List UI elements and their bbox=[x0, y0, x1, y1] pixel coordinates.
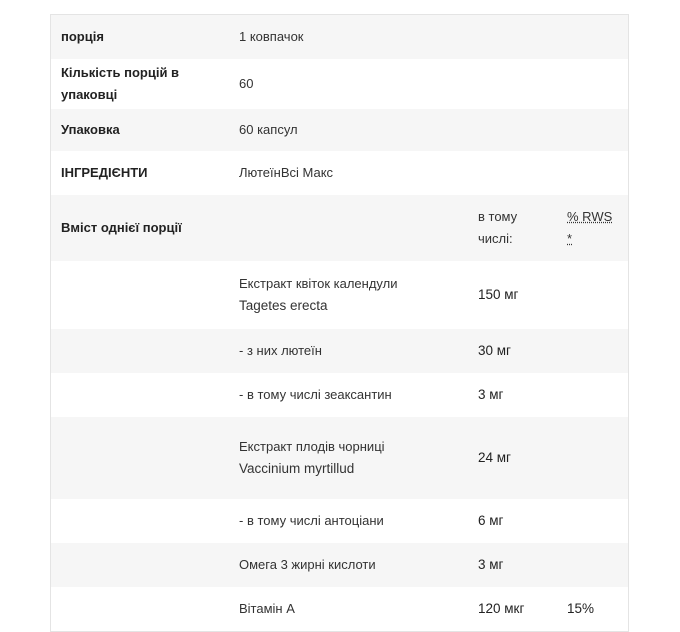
table-row-package bbox=[51, 109, 628, 151]
ingredient-amount: 3 мг bbox=[468, 543, 557, 587]
ingredient-name: - з них лютеїн bbox=[229, 329, 468, 373]
table-row-content-header bbox=[51, 195, 628, 261]
empty-cell bbox=[51, 329, 229, 373]
row-label: Кількість порцій в упаковці bbox=[51, 59, 229, 109]
ingredient-name: - в тому числі зеаксантин bbox=[229, 373, 468, 417]
row-value: ЛютеїнВсі Макс bbox=[229, 151, 628, 195]
empty-cell bbox=[51, 543, 229, 587]
row-value: 60 капсул bbox=[229, 109, 628, 151]
column-header-rws bbox=[557, 195, 628, 261]
ingredient-amount: 24 мг bbox=[468, 417, 557, 499]
table-row-vitamin-a bbox=[51, 587, 628, 631]
ingredient-amount: 120 мкг bbox=[468, 587, 557, 631]
empty-cell bbox=[51, 499, 229, 543]
ingredient-rws bbox=[557, 543, 628, 587]
ingredient-rws bbox=[557, 499, 628, 543]
table-row-lutein bbox=[51, 329, 628, 373]
row-value: 1 ковпачок bbox=[229, 15, 628, 59]
ingredient-name: Екстракт плодів чорниці bbox=[239, 439, 385, 454]
ingredient-rws bbox=[557, 261, 628, 329]
ingredient-amount: 150 мг bbox=[468, 261, 557, 329]
ingredient-rws bbox=[557, 417, 628, 499]
ingredient-name: Омега 3 жирні кислоти bbox=[229, 543, 468, 587]
table-row-omega3 bbox=[51, 543, 628, 587]
ingredient-rws bbox=[557, 329, 628, 373]
empty-cell bbox=[229, 195, 468, 261]
ingredient-latin-name: Tagetes erecta bbox=[239, 298, 328, 313]
table-row-calendula bbox=[51, 261, 628, 329]
row-label: ІНГРЕДІЄНТИ bbox=[51, 151, 229, 195]
ingredient-name: - в тому числі антоціани bbox=[229, 499, 468, 543]
nutrition-table-container bbox=[50, 14, 629, 632]
ingredient-rws bbox=[557, 373, 628, 417]
row-label: Упаковка bbox=[51, 109, 229, 151]
table-row-servings-count bbox=[51, 59, 628, 109]
table-row-portion bbox=[51, 15, 628, 59]
table-row-ingredients bbox=[51, 151, 628, 195]
ingredient-name: Екстракт квіток календули bbox=[239, 276, 398, 291]
table-row-bilberry bbox=[51, 417, 628, 499]
row-value: 60 bbox=[229, 59, 628, 109]
ingredient-amount: 6 мг bbox=[468, 499, 557, 543]
ingredient-amount: 30 мг bbox=[468, 329, 557, 373]
ingredient-latin-name: Vaccinium myrtillud bbox=[239, 461, 355, 476]
row-label: порція bbox=[51, 15, 229, 59]
rws-abbreviation: % RWS * bbox=[567, 209, 613, 246]
empty-cell bbox=[51, 417, 229, 499]
nutrition-table bbox=[51, 15, 628, 631]
empty-cell bbox=[51, 373, 229, 417]
ingredient-amount: 3 мг bbox=[468, 373, 557, 417]
ingredient-name-cell bbox=[229, 261, 468, 329]
table-row-anthocyanins bbox=[51, 499, 628, 543]
table-row-zeaxanthin bbox=[51, 373, 628, 417]
ingredient-rws: 15% bbox=[557, 587, 628, 631]
column-header-amount: в тому числі: bbox=[468, 195, 557, 261]
content-header-label: Вміст однієї порції bbox=[51, 195, 229, 261]
empty-cell bbox=[51, 261, 229, 329]
ingredient-name-cell bbox=[229, 417, 468, 499]
ingredient-name: Вітамін А bbox=[229, 587, 468, 631]
empty-cell bbox=[51, 587, 229, 631]
